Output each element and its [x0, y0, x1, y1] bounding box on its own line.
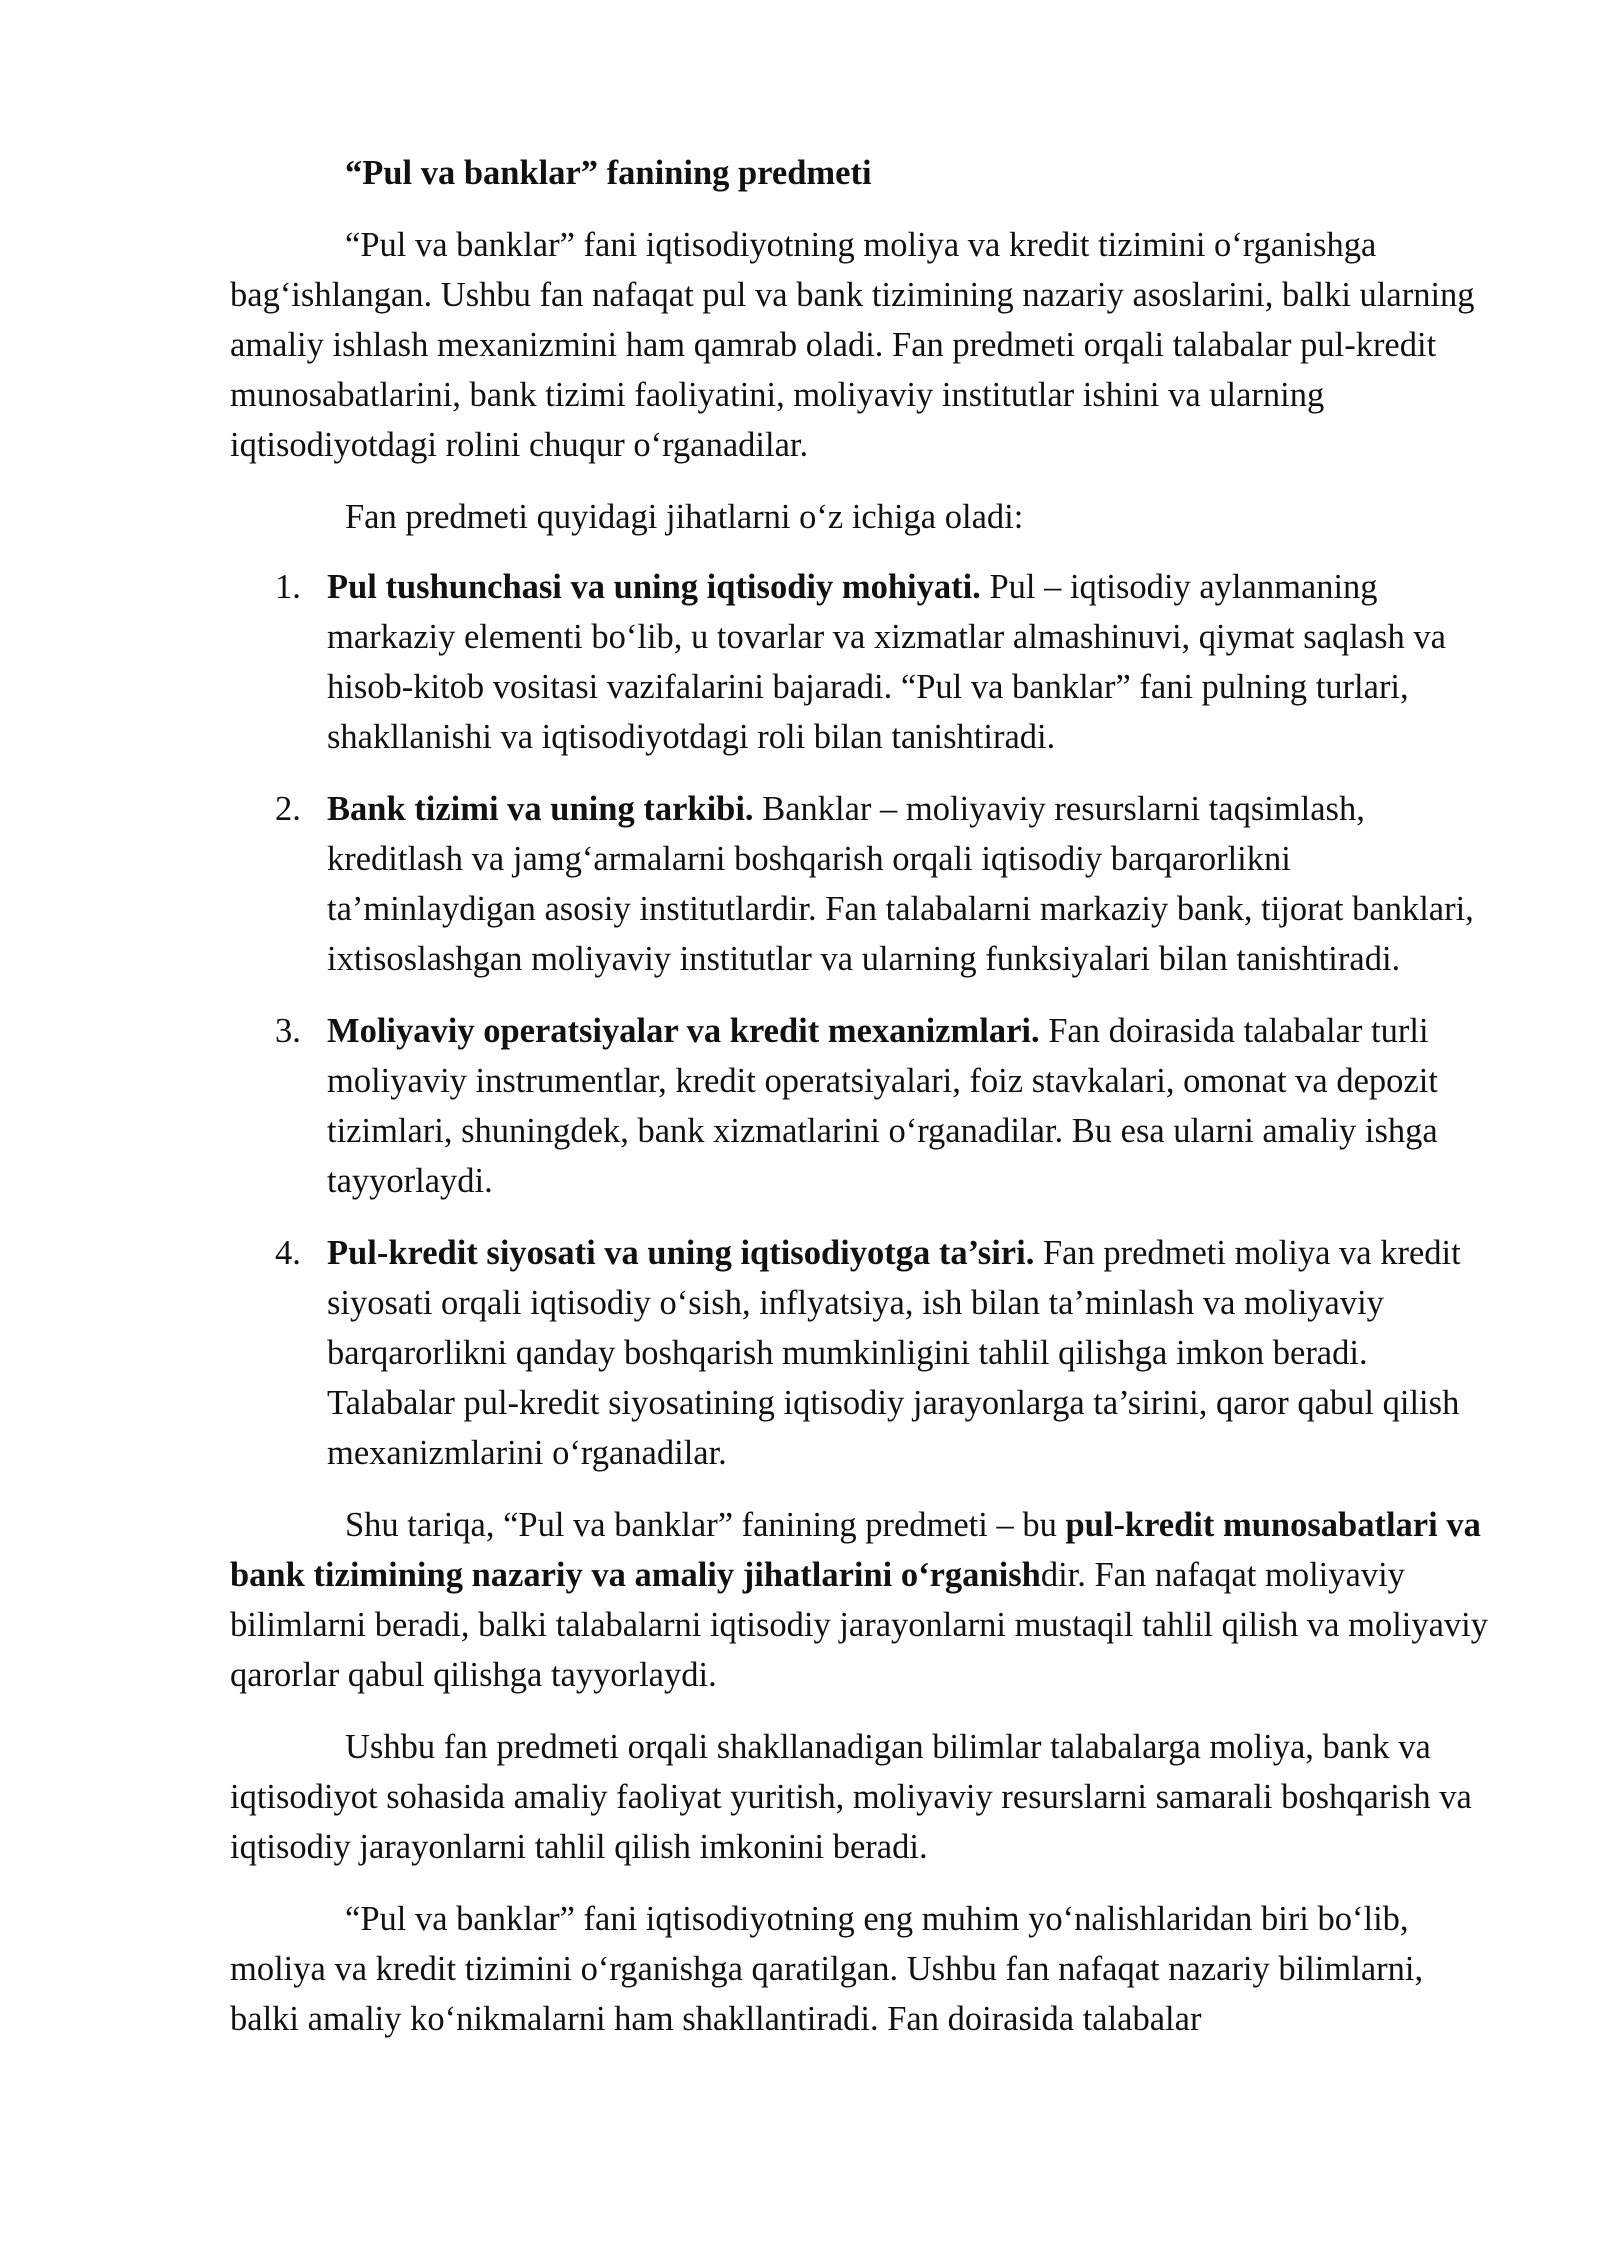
intro-paragraph: “Pul va banklar” fani iqtisodiyotning moliya va kredit tizimini o‘rganishga bag‘ishlangan. Ushbu fan nafaqat pul va bank tizimining nazariy asoslarini, balki ularning amaliy ishlash mexanizmini ham qamrab oladi. Fan predmeti orqali talabalar pul-kredit munosabatlarini, bank tizimi faoliyatini, moliyaviy institutlar ishini va ularning iqtisodiyotdagi rolini chuqur o‘rganadilar.: [230, 226, 1475, 464]
summary-text-bold: pul-kredit munosabatlari va bank tizimining nazariy va amaliy jihatlarini o‘rganish: [230, 1506, 1481, 1594]
summary-text-after: dir. Fan nafaqat moliyaviy bilimlarni beradi, balki talabalarni iqtisodiy jarayonlarni mustaqil tahlil qilish va moliyaviy qarorlar qabul qilishga tayyorlaydi.: [230, 1556, 1489, 1694]
list-item-number: 4.: [275, 1234, 301, 1272]
list-item-text: Pul – iqtisodiy aylanmaning markaziy elementi bo‘lib, u tovarlar va xizmatlar almashinuvi, qiymat saqlash va hisob-kitob vositasi vazifalarini bajaradi. “Pul va banklar” fani pulning turlari, shakllanishi va iqtisodiyotdagi roli bilan tanishtiradi.: [327, 568, 1446, 756]
list-item-number: 2.: [275, 790, 301, 828]
document-title: “Pul va banklar” fanining predmeti: [345, 154, 872, 192]
list-item: [230, 1006, 1492, 1206]
summary-paragraph: [230, 1500, 1492, 1700]
list-item: [230, 562, 1492, 762]
summary-text-before: Shu tariqa, “Pul va banklar” fanining predmeti – bu: [345, 1506, 1066, 1544]
list-item-text: Fan predmeti moliya va kredit siyosati orqali iqtisodiy o‘sish, inflyatsiya, ish bilan ta’minlash va moliyaviy barqarorlikni qanday boshqarish mumkinligini tahlil qilishga imkon beradi. Talabalar pul-kredit siyosatining iqtisodiy jarayonlarga ta’sirini, qaror qabul qilish mexanizmlarini o‘rganadilar.: [327, 1234, 1461, 1472]
list-item-heading: Pul-kredit siyosati va uning iqtisodiyotga ta’siri.: [327, 1234, 1035, 1272]
list-item-text: Banklar – moliyaviy resurslarni taqsimlash, kreditlash va jamg‘armalarni boshqarish orqali iqtisodiy barqarorlikni ta’minlaydigan asosiy institutlardir. Fan talabalarni markaziy bank, tijorat banklari, ixtisoslashgan moliyaviy institutlar va ularning funksiyalari bilan tanishtiradi.: [327, 790, 1474, 978]
closing-paragraph: “Pul va banklar” fani iqtisodiyotning eng muhim yo‘nalishlaridan biri bo‘lib, moliya va kredit tizimini o‘rganishga qaratilgan. Ushbu fan nafaqat nazariy bilimlarni, balki amaliy ko‘nikmalarni ham shakllantiradi. Fan doirasida talabalar: [230, 1900, 1424, 2038]
list-item: [230, 1228, 1492, 1478]
knowledge-paragraph: Ushbu fan predmeti orqali shakllanadigan bilimlar talabalarga moliya, bank va iqtisodiyot sohasida amaliy faoliyat yuritish, moliyaviy resurslarni samarali boshqarish va iqtisodiy jarayonlarni tahlil qilish imkonini beradi.: [230, 1728, 1472, 1866]
list-item-text: Fan doirasida talabalar turli moliyaviy instrumentlar, kredit operatsiyalari, foiz stavkalari, omonat va depozit tizimlari, shuningdek, bank xizmatlarini o‘rganadilar. Bu esa ularni amaliy ishga tayyorlaydi.: [327, 1012, 1438, 1200]
list-item-number: 3.: [275, 1012, 301, 1050]
list-item-heading: Pul tushunchasi va uning iqtisodiy mohiyati.: [327, 568, 981, 606]
document-page: [230, 148, 1492, 2066]
list-item-heading: Moliyaviy operatsiyalar va kredit mexanizmlari.: [327, 1012, 1040, 1050]
list-lead-paragraph: Fan predmeti quyidagi jihatlarni o‘z ichiga oladi:: [345, 498, 1024, 536]
list-item: [230, 784, 1492, 984]
list-item-heading: Bank tizimi va uning tarkibi.: [327, 790, 754, 828]
list-item-number: 1.: [275, 568, 301, 606]
aspects-list: [230, 562, 1492, 1478]
